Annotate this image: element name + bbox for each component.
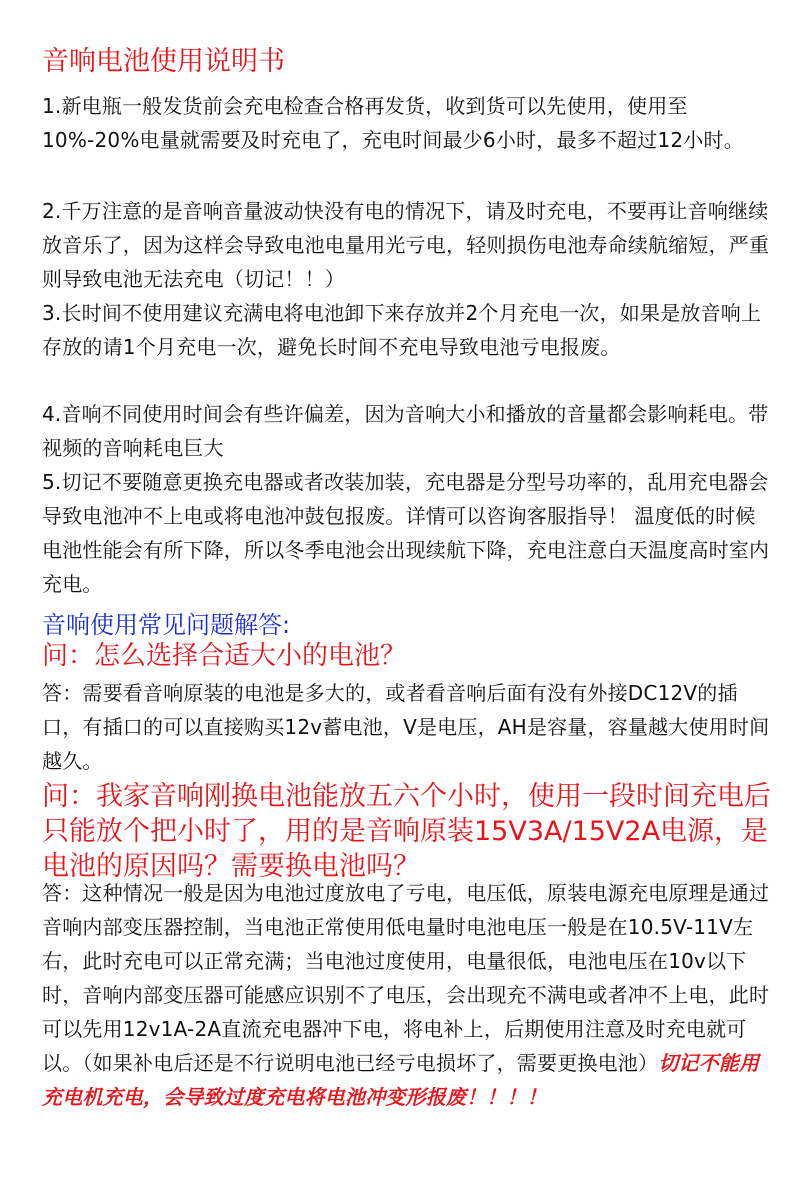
answer-2-text: 答：这种情况一般是因为电池过度放电了亏电，电压低，原装电源充电原理是通过音响内部变压器控制，当电池正常使用低电量时电池电压一般是在10.5V-11V左右，此时充电可以正常充满；当电池过度使用，电量很低，电池电压在10v以下时，音响内部变压器可能感应识别不了电压，会出现充不满电或者冲不上电，此时可以先用12v1A-2A直流充电器冲下电，将电补上，后期使用注意及时充电就可以。（如果补电后还是不行说明电池已经亏电损坏了，需要更换电池） [42, 881, 770, 1075]
answer-2 [42, 876, 774, 1114]
answer-2-warning: 切记不能用充电机充电，会导致过度充电将电池冲变形报废！！！！ [42, 1051, 760, 1109]
answer-1: 答：需要看音响原装的电池是多大的，或者看音响后面有没有外接DC12V的插口，有插口的可以直接购买12v蓄电池，V是电压，AH是容量，容量越大使用时间越久。 [42, 681, 770, 773]
question-2: 问：我家音响刚换电池能放五六个小时，使用一段时间充电后只能放个把小时了，用的是音响原装15V3A/15V2A电源，是电池的原因吗？需要换电池吗？ [42, 781, 771, 882]
instruction-item-5: 5.切记不要随意更换充电器或者改装加装，充电器是分型号功率的，乱用充电器会导致电池冲不上电或将电池冲鼓包报废。详情可以咨询客服指导！ 温度低的时候电池性能会有所下降，所以冬季电池会出现续航下降，充电注意白天温度高时室内充电。 [42, 470, 770, 596]
instruction-item-4: 4.音响不同使用时间会有些许偏差，因为音响大小和播放的音量都会影响耗电。带视频的音响耗电巨大 [42, 402, 769, 460]
manual-title: 音响电池使用说明书 [42, 46, 285, 77]
instruction-item-2: 2.千万注意的是音响音量波动快没有电的情况下，请及时充电，不要再让音响继续放音乐了，因为这样会导致电池电量用光亏电，轻则损伤电池寿命续航缩短，严重则导致电池无法充电（切记！！） [42, 199, 770, 291]
faq-title: 音响使用常见问题解答: [42, 611, 291, 639]
instruction-item-1: 1.新电瓶一般发货前会充电检查合格再发货，收到货可以先使用，使用至10%-20%电量就需要及时充电了，充电时间最少6小时，最多不超过12小时。 [42, 94, 744, 152]
instruction-item-3: 3.长时间不使用建议充满电将电池卸下来存放并2个月充电一次，如果是放音响上存放的请1个月充电一次，避免长时间不充电导致电池亏电报废。 [42, 301, 762, 359]
question-1: 问：怎么选择合适大小的电池？ [42, 641, 407, 671]
